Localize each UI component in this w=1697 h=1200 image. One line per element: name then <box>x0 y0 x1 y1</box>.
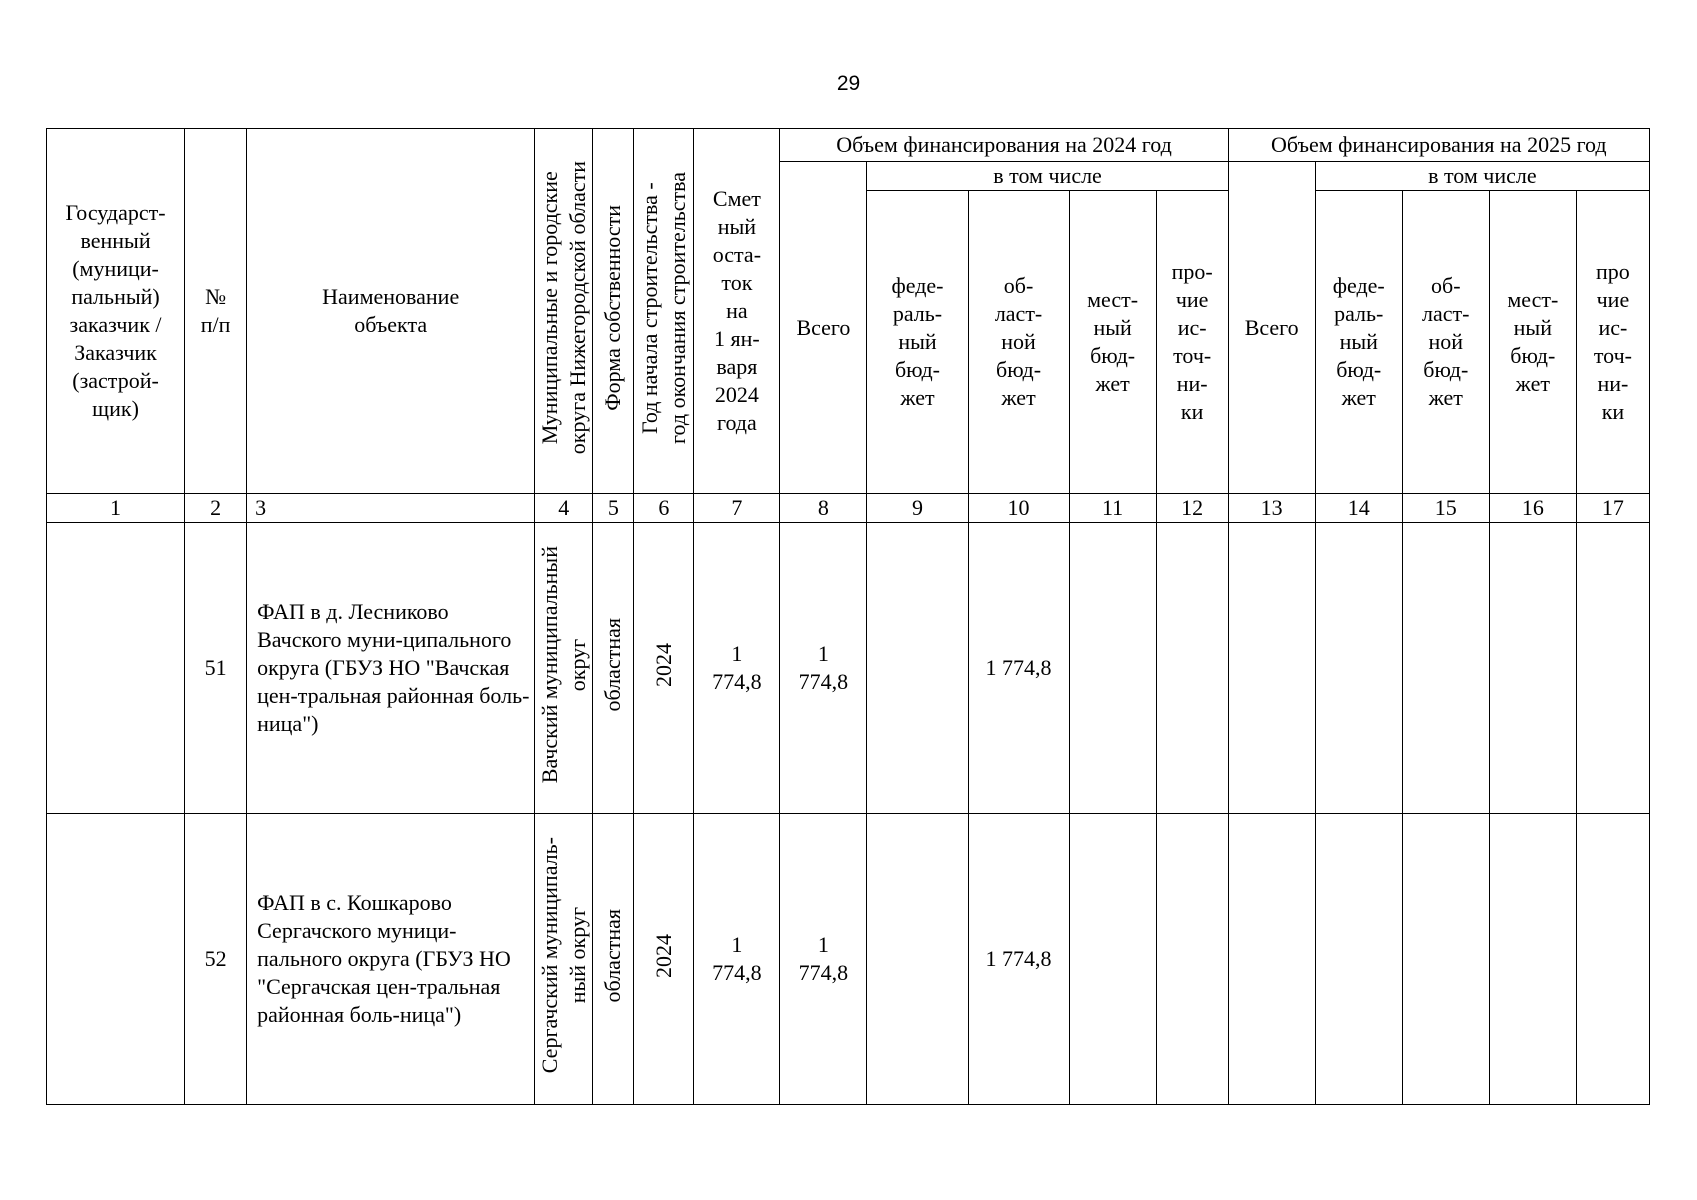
cell-object-name: ФАП в д. Лесниково Вачского муни-ципального округа (ГБУЗ НО "Вачская цен-тральная районная боль-ница") <box>247 523 535 814</box>
cell-total-2025 <box>1228 814 1315 1105</box>
cell-other-2024 <box>1156 523 1228 814</box>
header-federal-2024: феде- раль- ный бюд- жет <box>867 191 968 494</box>
column-number: 5 <box>593 494 634 523</box>
cell-customer <box>47 523 185 814</box>
column-number: 7 <box>694 494 780 523</box>
header-fin-2025: Объем финансирования на 2025 год <box>1228 129 1649 162</box>
header-customer: Государст- венный (муници- пальный) заказчик / Заказчик (застрой- щик) <box>47 129 185 494</box>
header-other-2025: про чие ис- точ- ни- ки <box>1576 191 1649 494</box>
header-other-2024: про- чие ис- точ- ни- ки <box>1156 191 1228 494</box>
column-number: 10 <box>968 494 1069 523</box>
cell-total-2024: 1 774,8 <box>780 523 867 814</box>
header-object-name: Наименование объекта <box>247 129 535 494</box>
header-in-number-2025: в том числе <box>1315 162 1649 191</box>
cell-district-text: Вачский муниципальный округ <box>536 545 590 784</box>
cell-ownership-text: областная <box>600 908 626 1003</box>
cell-district <box>535 523 593 814</box>
header-ownership: Форма собственности <box>600 204 626 411</box>
cell-years <box>634 814 694 1105</box>
cell-years-text: 2024 <box>650 642 676 687</box>
cell-district-text: Сергачский муниципаль- ный округ <box>536 837 590 1074</box>
cell-regional-2025 <box>1402 814 1489 1105</box>
column-number: 8 <box>780 494 867 523</box>
header-total-2024: Всего <box>780 162 867 494</box>
cell-regional-2024: 1 774,8 <box>968 523 1069 814</box>
header-total-2025: Всего <box>1228 162 1315 494</box>
cell-ownership-text: областная <box>600 617 626 712</box>
cell-district <box>535 814 593 1105</box>
cell-number: 52 <box>185 814 247 1105</box>
cell-total-2024: 1 774,8 <box>780 814 867 1105</box>
column-number: 13 <box>1228 494 1315 523</box>
column-number: 9 <box>867 494 968 523</box>
cell-ownership <box>593 814 634 1105</box>
cell-federal-2025 <box>1315 523 1402 814</box>
cell-local-2025 <box>1489 523 1576 814</box>
financing-table <box>46 128 1650 1105</box>
column-number: 11 <box>1069 494 1156 523</box>
cell-other-2025 <box>1576 814 1649 1105</box>
header-estimate: Смет ный оста- ток на 1 ян- варя 2024 года <box>694 129 780 494</box>
header-in-number-2024: в том числе <box>867 162 1228 191</box>
cell-local-2024 <box>1069 814 1156 1105</box>
table-row <box>47 814 1650 1105</box>
cell-years <box>634 523 694 814</box>
cell-other-2025 <box>1576 523 1649 814</box>
cell-total-2025 <box>1228 523 1315 814</box>
cell-federal-2024 <box>867 814 968 1105</box>
header-row-1 <box>47 129 1650 162</box>
column-number: 17 <box>1576 494 1649 523</box>
cell-estimate: 1 774,8 <box>694 814 780 1105</box>
header-district-cell <box>535 129 593 494</box>
header-years: Год начала строительства - год окончания строительства <box>636 171 690 444</box>
column-number: 3 <box>247 494 535 523</box>
cell-years-text: 2024 <box>650 933 676 978</box>
column-number-row <box>47 494 1650 523</box>
header-local-2024: мест- ный бюд- жет <box>1069 191 1156 494</box>
column-number: 4 <box>535 494 593 523</box>
header-ownership-cell <box>593 129 634 494</box>
cell-federal-2025 <box>1315 814 1402 1105</box>
cell-other-2024 <box>1156 814 1228 1105</box>
header-district: Муниципальные и городские округа Нижегородской области <box>536 160 590 455</box>
cell-regional-2024: 1 774,8 <box>968 814 1069 1105</box>
page-number: 29 <box>836 72 861 95</box>
column-number: 6 <box>634 494 694 523</box>
header-number: № п/п <box>185 129 247 494</box>
cell-local-2024 <box>1069 523 1156 814</box>
cell-ownership <box>593 523 634 814</box>
column-number: 12 <box>1156 494 1228 523</box>
cell-object-name: ФАП в с. Кошкарово Сергачского муници-пального округа (ГБУЗ НО "Сергачская цен-тральная районная боль-ница") <box>247 814 535 1105</box>
cell-customer <box>47 814 185 1105</box>
cell-local-2025 <box>1489 814 1576 1105</box>
cell-federal-2024 <box>867 523 968 814</box>
header-federal-2025: феде- раль- ный бюд- жет <box>1315 191 1402 494</box>
column-number: 2 <box>185 494 247 523</box>
header-years-cell <box>634 129 694 494</box>
column-number: 16 <box>1489 494 1576 523</box>
column-number: 1 <box>47 494 185 523</box>
cell-regional-2025 <box>1402 523 1489 814</box>
header-fin-2024: Объем финансирования на 2024 год <box>780 129 1228 162</box>
cell-estimate: 1 774,8 <box>694 523 780 814</box>
header-regional-2025: об- ласт- ной бюд- жет <box>1402 191 1489 494</box>
cell-number: 51 <box>185 523 247 814</box>
header-regional-2024: об- ласт- ной бюд- жет <box>968 191 1069 494</box>
table-row <box>47 523 1650 814</box>
column-number: 14 <box>1315 494 1402 523</box>
header-local-2025: мест- ный бюд- жет <box>1489 191 1576 494</box>
column-number: 15 <box>1402 494 1489 523</box>
